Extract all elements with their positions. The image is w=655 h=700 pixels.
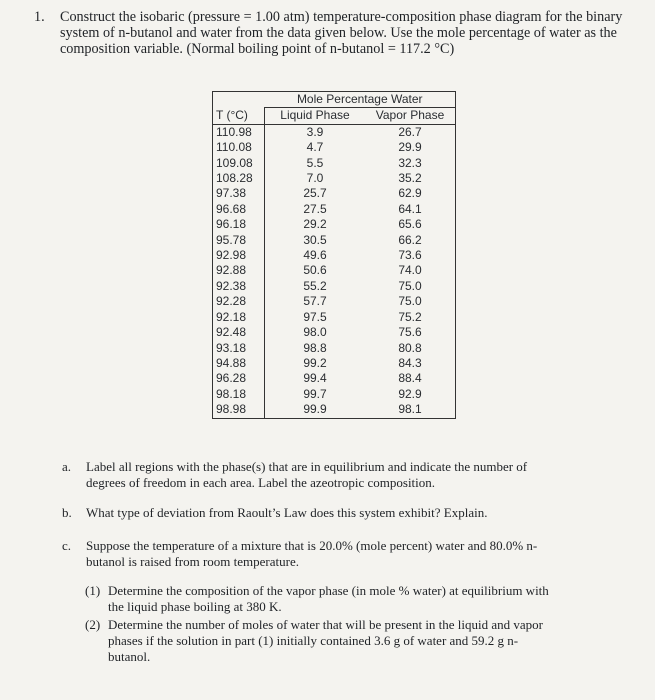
table-row <box>213 202 456 217</box>
col-temp-header: T (°C) <box>213 108 265 124</box>
table-row <box>213 263 456 278</box>
table-row <box>213 124 456 140</box>
vapor-cell: 75.0 <box>398 278 422 293</box>
temp-cell: 98.18 <box>213 387 265 402</box>
vapor-cell: 75.6 <box>398 325 422 340</box>
liquid-cell: 29.2 <box>303 217 327 232</box>
table-row <box>213 371 456 386</box>
part-c-line1: Suppose the temperature of a mixture that is 20.0% (mole percent) water and 80.0% n- <box>86 538 538 553</box>
table-row <box>213 186 456 201</box>
temp-cell: 109.08 <box>213 156 265 171</box>
question-text: Construct the isobaric (pressure = 1.00 atm) temperature-composition phase diagram for the binary system of n-butanol and water from the data given below. Use the mole percentage of water as the composition variable. (Normal boiling point of n-butanol = 117.2 °C) <box>60 9 623 57</box>
table-row <box>213 310 456 325</box>
col-vapor-header: Vapor Phase <box>365 108 456 124</box>
vapor-cell: 66.2 <box>398 232 422 247</box>
table-row <box>213 233 456 248</box>
vapor-cell: 88.4 <box>398 371 422 386</box>
data-table <box>212 91 456 419</box>
vapor-cell: 26.7 <box>398 124 422 139</box>
liquid-cell: 55.2 <box>303 278 327 293</box>
part-c2-label: (2) <box>85 617 101 632</box>
table-row <box>213 387 456 402</box>
part-c2-line2: phases if the solution in part (1) initially contained 3.6 g of water and 59.2 g n- <box>108 633 519 648</box>
liquid-cell: 50.6 <box>303 263 327 278</box>
table-row <box>213 140 456 155</box>
temp-cell: 92.88 <box>213 263 265 278</box>
vapor-cell: 65.6 <box>398 217 422 232</box>
vapor-cell: 35.2 <box>398 171 422 186</box>
part-c-line2: butanol is raised from room temperature. <box>86 554 299 569</box>
liquid-cell: 99.9 <box>265 402 366 418</box>
liquid-cell: 57.7 <box>303 294 327 309</box>
part-c1-label: (1) <box>85 583 101 598</box>
part-a-line2: degrees of freedom in each area. Label the azeotropic composition. <box>86 475 436 490</box>
part-c2-line1: Determine the number of moles of water that will be present in the liquid and vapor <box>108 617 544 632</box>
liquid-cell: 99.2 <box>303 355 327 370</box>
liquid-cell: 99.4 <box>303 371 327 386</box>
part-c1-line2: the liquid phase boiling at 380 K. <box>108 599 282 614</box>
table-row <box>213 171 456 186</box>
liquid-cell: 25.7 <box>303 186 327 201</box>
vapor-cell: 64.1 <box>398 201 422 216</box>
temp-cell: 95.78 <box>213 233 265 248</box>
part-c2-line3: butanol. <box>108 649 151 664</box>
temp-cell: 92.98 <box>213 248 265 263</box>
liquid-cell: 30.5 <box>303 232 327 247</box>
vapor-cell: 73.6 <box>398 248 422 263</box>
table-row <box>213 217 456 232</box>
liquid-cell: 7.0 <box>306 171 324 186</box>
liquid-cell: 49.6 <box>303 248 327 263</box>
group-header: Mole Percentage Water <box>265 92 456 108</box>
vapor-cell: 92.9 <box>398 386 422 401</box>
vapor-cell: 74.0 <box>398 263 422 278</box>
liquid-cell: 4.7 <box>306 140 324 155</box>
liquid-cell: 97.5 <box>303 309 327 324</box>
liquid-cell: 99.7 <box>303 386 327 401</box>
temp-cell: 92.28 <box>213 294 265 309</box>
part-c1-line1: Determine the composition of the vapor phase (in mole % water) at equilibrium with <box>108 583 549 598</box>
table-row <box>213 279 456 294</box>
temp-cell: 110.98 <box>213 124 265 140</box>
temp-cell: 98.98 <box>213 402 265 418</box>
table-row <box>213 248 456 263</box>
vapor-cell: 98.1 <box>365 402 456 418</box>
part-b-label: b. <box>62 505 72 520</box>
vapor-cell: 32.3 <box>398 155 422 170</box>
vapor-cell: 62.9 <box>398 186 422 201</box>
liquid-cell: 98.0 <box>303 325 327 340</box>
temp-cell: 108.28 <box>213 171 265 186</box>
table-row <box>213 325 456 340</box>
table-row <box>213 402 456 418</box>
part-a-label: a. <box>62 459 72 474</box>
temp-cell: 93.18 <box>213 341 265 356</box>
vapor-cell: 75.2 <box>398 309 422 324</box>
liquid-cell: 5.5 <box>306 155 324 170</box>
table-row <box>213 294 456 309</box>
table-row <box>213 156 456 171</box>
vapor-cell: 80.8 <box>398 340 422 355</box>
temp-cell: 94.88 <box>213 356 265 371</box>
temp-cell: 92.18 <box>213 310 265 325</box>
part-b-line1: What type of deviation from Raoult’s Law does this system exhibit? Explain. <box>86 505 488 520</box>
vapor-cell: 29.9 <box>398 140 422 155</box>
temp-cell: 96.28 <box>213 371 265 386</box>
temp-cell: 96.18 <box>213 217 265 232</box>
liquid-cell: 98.8 <box>303 340 327 355</box>
temp-cell: 96.68 <box>213 202 265 217</box>
table-row <box>213 356 456 371</box>
col-liquid-header: Liquid Phase <box>265 108 366 124</box>
part-c-label: c. <box>62 538 72 553</box>
temp-cell: 110.08 <box>213 140 265 155</box>
part-a-line1: Label all regions with the phase(s) that are in equilibrium and indicate the number of <box>86 459 528 474</box>
liquid-cell: 27.5 <box>303 201 327 216</box>
table-row <box>213 341 456 356</box>
liquid-cell: 3.9 <box>306 124 324 139</box>
question-number: 1. <box>34 9 45 25</box>
vapor-cell: 84.3 <box>398 355 422 370</box>
vapor-cell: 75.0 <box>398 294 422 309</box>
temp-cell: 92.48 <box>213 325 265 340</box>
temp-cell: 92.38 <box>213 279 265 294</box>
temp-cell: 97.38 <box>213 186 265 201</box>
